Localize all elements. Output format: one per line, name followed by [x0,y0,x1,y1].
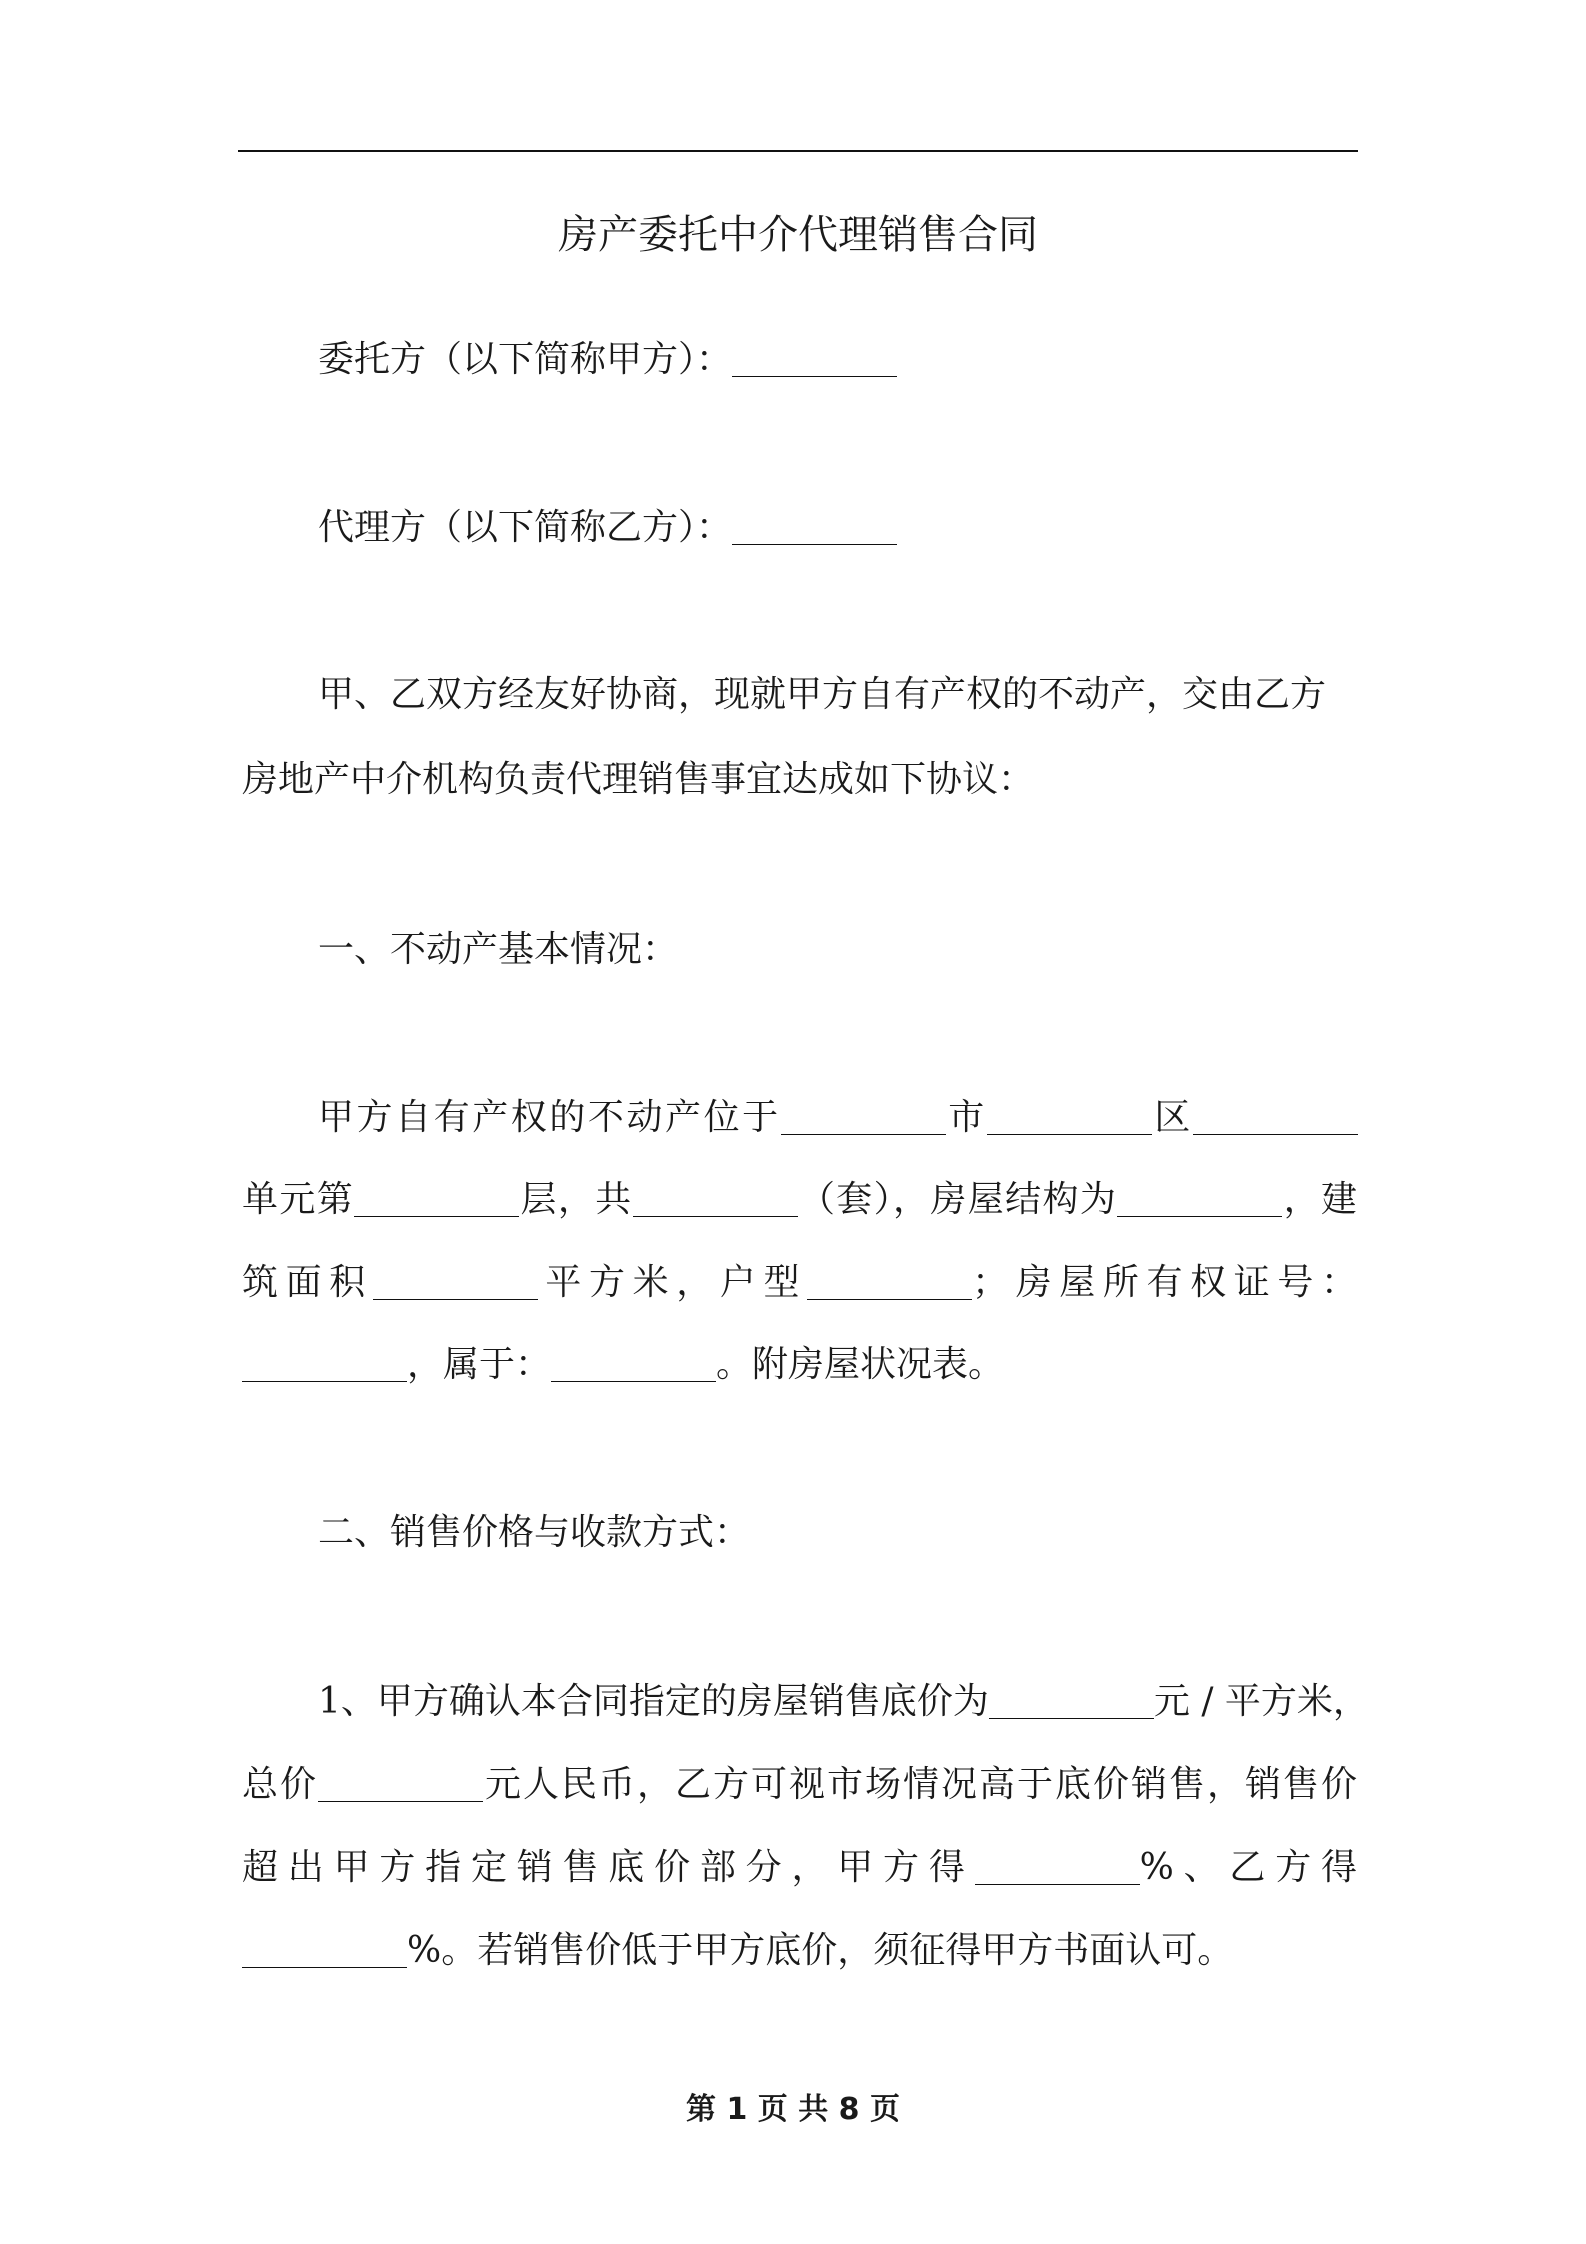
section-1-heading: 一、不动产基本情况： [318,929,679,970]
text-segment: 总价 [242,1764,318,1805]
header-rule [238,150,1358,152]
section-2-line-1 [318,1677,1369,1727]
area-blank [373,1263,538,1300]
city-blank [987,1098,1152,1135]
text-segment: ，属于： [407,1344,552,1385]
unit-floor-blank [354,1180,519,1217]
section-2-line-4 [242,1926,1357,1976]
text-segment: 超出甲方指定销售底价部分，甲方得 [242,1847,975,1888]
text-segment: %、乙方得 [1139,1847,1357,1888]
text-segment: %。若销售价低于甲方底价，须征得甲方书面认可。 [407,1930,1234,1971]
text-segment: 区 [1151,1097,1193,1138]
section-2-heading: 二、销售价格与收款方式： [318,1512,751,1553]
agent-name-blank [732,508,897,545]
section-2-line-2 [242,1760,1357,1810]
text-segment: 层，共 [519,1179,633,1220]
text-segment: 甲方自有产权的不动产位于 [318,1097,781,1138]
client-party-line [318,335,1358,385]
location-blank [781,1098,946,1135]
text-segment: 元人民币，乙方可视市场情况高于底价销售，销售价 [483,1764,1357,1805]
client-label: 委托方（以下简称甲方）： [318,339,733,380]
layout-blank [807,1263,972,1300]
district-blank [1193,1098,1358,1135]
section-1-line-1 [318,1093,1358,1143]
text-segment: 筑面积 [242,1262,373,1303]
certificate-blank [242,1345,407,1382]
text-segment: 。附房屋状况表。 [716,1344,1005,1385]
client-name-blank [732,340,897,377]
text-segment: 元 / 平方米， [1153,1681,1369,1722]
text-segment: ，建 [1282,1179,1357,1220]
party-a-share-blank [975,1848,1140,1885]
section-1-line-3 [242,1258,1357,1308]
total-units-blank [633,1180,798,1217]
total-price-blank [318,1765,483,1802]
text-segment: 1、甲方确认本合同指定的房屋销售底价为 [318,1681,989,1722]
page-number: 第 1 页 共 8 页 [686,2092,900,2127]
section-1-line-2 [242,1175,1357,1225]
party-b-share-blank [242,1931,407,1968]
text-segment: （套），房屋结构为 [797,1179,1118,1220]
floor-price-blank [989,1682,1154,1719]
text-segment: 市 [945,1097,987,1138]
section-1-line-4 [242,1340,1357,1390]
preamble-line-1: 甲、乙双方经友好协商，现就甲方自有产权的不动产，交由乙方 [318,674,1327,715]
text-segment: 单元第 [242,1179,355,1220]
document-title: 房产委托中介代理销售合同 [558,212,1038,258]
agent-label: 代理方（以下简称乙方）： [318,507,733,548]
preamble-line-2: 房地产中介机构负责代理销售事宜达成如下协议： [242,759,1035,800]
structure-blank [1117,1180,1282,1217]
agent-party-line [318,503,1358,553]
text-segment: ；房屋所有权证号： [972,1262,1357,1303]
text-segment: 平方米，户型 [537,1262,808,1303]
belongs-to-blank [551,1345,716,1382]
section-2-line-3 [242,1843,1357,1893]
